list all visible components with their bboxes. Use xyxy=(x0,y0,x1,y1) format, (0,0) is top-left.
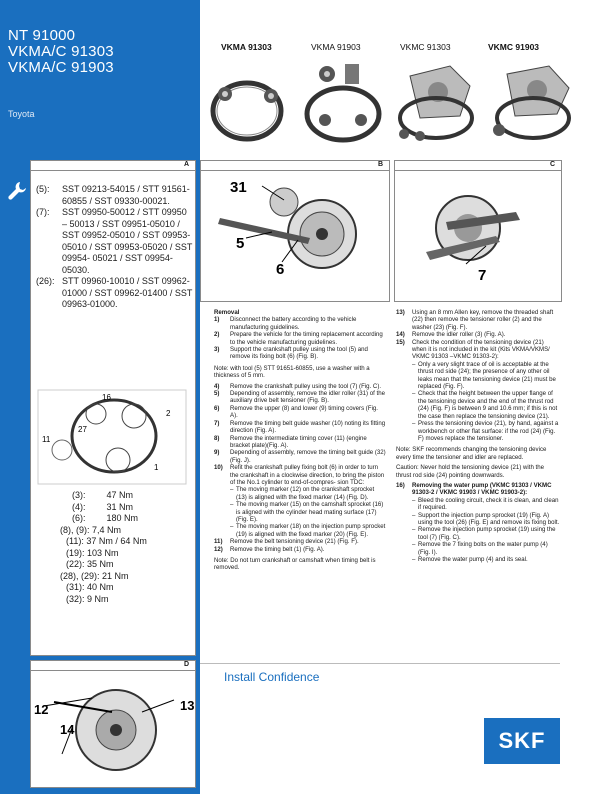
fig-c-label-7: 7 xyxy=(478,267,487,284)
sub-step: – Check that the height between the upper flange of the tensioning device and the end of the thrust rod (24) (Fig. F) is between 9 and 10.6 mm; if this is not the case then replace the tensioning device (21). xyxy=(412,390,558,420)
sub-step: – The moving marker (15) on the camshaft sprocket (16) is aligned with the cylinder head mating surface (17) (Fig. E). xyxy=(230,501,384,523)
tool-row: (26): STT 09960-10010 / SST 09962-01000 / SST 09962-01400 / SST 09963-01000. xyxy=(36,276,193,309)
right-note: Note: SKF recommends changing the tensioning device every time the tensioner and idler are replaced. xyxy=(396,446,547,461)
removal-note-2: Note: Do not turn crankshaft or camshaft when timing belt is removed. xyxy=(214,557,376,572)
step-item: 8) Remove the intermediate timing cover (11) (engine bracket plate)(Fig. A). xyxy=(214,434,367,449)
kit-label-2: VKMA 91903 xyxy=(311,42,361,52)
step-item: 2) Prepare the vehicle for the timing replacement according to the vehicle manufacturing guidelines. xyxy=(214,331,383,346)
figure-b xyxy=(202,172,388,300)
title-line-2: VKMA/C 91303 xyxy=(8,43,114,60)
tool-row: (5): SST 09213-54015 / STT 91561-60855 / SST 09330-00021. xyxy=(36,184,190,206)
torque-row: (22): 35 Nm xyxy=(66,559,114,569)
sub-step: – Support the injection pump sprocket (19) (Fig. A) using the tool (26) (Fig. E) and remove its fixing bolt. xyxy=(412,511,560,526)
panel-b-letter: B xyxy=(377,161,383,168)
sub-step: – Remove the injection pump sprocket (19) using the tool (7) (Fig. C). xyxy=(412,526,556,541)
sub-step: – Press the tensioning device (21), by hand, against a workbench or other flat surface: if the rod (24) (Fig. F) moves replace the tensioner. xyxy=(412,420,559,442)
title-line-1: NT 91000 xyxy=(8,27,76,44)
fig-b-label-31: 31 xyxy=(230,179,247,196)
step-item: 1) Disconnect the battery according to the vehicle manufacturing guidelines. xyxy=(214,316,357,331)
fig-a-label-2: 2 xyxy=(166,409,171,418)
removal-note-1: Note: with tool (5) STT 91651-60855, use a washer with a thickness of 5 mm. xyxy=(214,364,370,380)
tagline: Install Confidence xyxy=(224,670,320,684)
kit-label-3: VKMC 91303 xyxy=(400,42,451,52)
sub-step: – The moving marker (18) on the injection pump sprocket (19) is aligned with the fixed marker (20) (Fig. E). xyxy=(230,523,386,538)
torque-row: (4): 31 Nm xyxy=(72,501,134,512)
removal-heading: Removal xyxy=(214,309,240,316)
torque-row: (19): 103 Nm xyxy=(66,547,119,558)
torque-row: (3): 47 Nm xyxy=(72,490,134,500)
step-item: 9) Depending of assembly, remove the timing belt guide (32) (Fig. J). xyxy=(214,449,386,464)
step-item: 4) Remove the crankshaft pulley using the tool (7) (Fig. C). xyxy=(214,382,382,390)
step-item: 6) Remove the upper (8) and lower (9) timing covers (Fig. A). xyxy=(214,404,378,420)
footer-divider xyxy=(200,663,560,664)
document-title xyxy=(8,28,114,76)
kit-label-1: VKMA 91303 xyxy=(221,42,272,52)
kit-image-1 xyxy=(205,56,295,146)
step-item: 7) Remove the timing belt guide washer (10) noting its fitting direction (Fig. A). xyxy=(214,419,386,435)
kit-label-4: VKMC 91903 xyxy=(488,42,540,52)
fig-b-label-6: 6 xyxy=(276,261,285,278)
torque-row: (32): 9 Nm xyxy=(66,593,109,604)
step-item: 11) Remove the belt tensioning device (21) (Fig. F). xyxy=(214,538,359,546)
fig-b-label-5: 5 xyxy=(236,235,245,252)
step-item: 5) Depending of assembly, remove the idler roller (31) of the auxiliary drive belt tensioner (Fig. B). xyxy=(214,390,386,405)
tool-row: – 50013 / SST 09951-05010 / SST 09952-05010 / SST 09953-05010 / SST 09953-05020 / SST 09954- 05021 / SST 09954-05030. xyxy=(62,218,193,275)
sub-step: – The moving marker (12) on the crankshaft sprocket (13) is aligned with the fixed marker (14) (Fig. D). xyxy=(230,486,375,501)
step-item: 3) Support the crankshaft pulley using the tool (5) and remove its fixing bolt (6) (Fig. B). xyxy=(214,346,368,361)
panel-d-letter: D xyxy=(183,661,189,668)
torque-row: (6): 180 Nm xyxy=(72,513,139,523)
right-caution: Caution: Never hold the tensioning device (21) with the thrust rod side (24) pointing downwards. xyxy=(396,464,545,479)
torque-row: (8), (9): 7,4 Nm xyxy=(60,524,122,535)
engine-diagram-a xyxy=(34,386,190,488)
fig-a-label-16: 16 xyxy=(102,393,111,402)
removal-section xyxy=(214,309,386,575)
step-item: 13) Using an 8 mm Allen key, remove the threaded shaft (22) then remove the tensioner roller (2) and the washer (23) (Fig. F). xyxy=(396,309,554,331)
title-line-3: VKMA/C 91903 xyxy=(8,59,114,76)
fig-a-label-1: 1 xyxy=(154,463,159,472)
step-item: 14) Remove the idler roller (3) (Fig. A). xyxy=(396,331,506,339)
sub-step: – Only a very slight trace of oil is acceptable at the thrust rod side (24); the presence of any other oil leaks mean that the tensioning device (21) must be replaced (Fig. F). xyxy=(412,360,556,391)
step-item: 10) Refit the crankshaft pulley fixing bolt (6) in order to turn the crankshaft in a clockwise direction, to bring the piston of the No.1 cylinder to end-of-compres- sion TDC: xyxy=(214,464,385,486)
tools-list xyxy=(36,184,194,311)
step-item: 16) Removing the water pump (VKMC 91303 / VKMC 91303-2 / VKMC 91903 / VKMC 91903-2): xyxy=(396,481,552,497)
torque-row: (28), (29): 21 Nm xyxy=(60,570,129,581)
skf-logo: SKF xyxy=(484,718,560,764)
right-section xyxy=(396,309,560,563)
kit-image-2 xyxy=(295,56,390,146)
panel-c-letter: C xyxy=(549,161,555,168)
torque-list xyxy=(60,490,147,605)
fig-a-label-11: 11 xyxy=(42,435,51,444)
panel-a-letter: A xyxy=(183,161,189,168)
torque-row: (31): 40 Nm xyxy=(66,582,114,592)
step-item: 15) Check the condition of the tensioning device (21) when it is not included in the kit (Kits VKMA/VKMS/ VKMC 91303 –VKMC 91303-2): xyxy=(396,338,550,361)
fig-d-label-12: 12 xyxy=(34,702,49,717)
tool-row: (7): SST 09950-50012 / STT 09950 xyxy=(36,207,187,217)
torque-row: (11): 37 Nm / 64 Nm xyxy=(66,536,147,546)
step-item: 12) Remove the timing belt (1) (Fig. A). xyxy=(214,545,325,553)
fig-d-label-14: 14 xyxy=(60,722,75,737)
kit-image-4 xyxy=(485,56,580,146)
sub-step: – Bleed the cooling circuit, check it is clean, and clean if required. xyxy=(412,496,559,512)
figure-c xyxy=(396,172,560,300)
fig-d-label-13: 13 xyxy=(180,698,194,713)
sub-step: – Remove the water pump (4) and its seal. xyxy=(412,556,528,563)
vehicle-brand: Toyota xyxy=(8,109,35,119)
figure-d xyxy=(32,672,194,786)
wrench-icon xyxy=(6,180,28,202)
fig-a-label-27: 27 xyxy=(78,425,87,434)
sub-step: – Remove the 7 fixing bolts on the water pump (4) (Fig. I). xyxy=(412,541,548,556)
kit-image-3 xyxy=(390,56,485,146)
